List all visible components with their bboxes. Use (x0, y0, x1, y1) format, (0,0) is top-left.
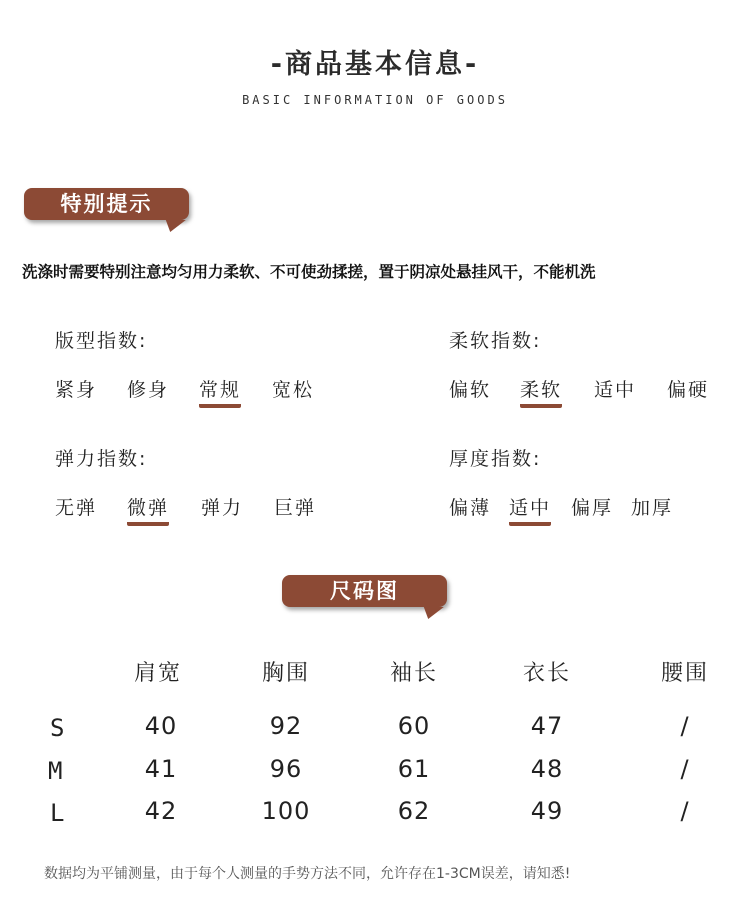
size-cell: 49 (530, 797, 564, 825)
size-cell: 47 (530, 712, 564, 740)
softness-option: 偏硬 (667, 379, 710, 401)
softness-option-selected: 柔软 (520, 375, 562, 408)
size-label: S (50, 714, 65, 742)
size-cell: 48 (530, 755, 564, 783)
size-chart-tag: 尺码图 (282, 575, 447, 607)
size-header-sleeve: 袖长 (389, 661, 438, 686)
thickness-option: 偏厚 (571, 497, 614, 519)
softness-option: 偏软 (449, 379, 492, 401)
softness-option: 适中 (594, 379, 637, 401)
thickness-option: 加厚 (631, 497, 674, 519)
size-header-length: 衣长 (522, 661, 571, 686)
size-cell: / (680, 712, 690, 740)
size-cell: 100 (261, 797, 311, 825)
elasticity-option: 无弹 (55, 497, 98, 519)
size-cell: 92 (269, 712, 303, 740)
size-cell: 60 (397, 712, 431, 740)
fit-index-title: 版型指数: (55, 330, 148, 352)
special-notice-tag: 特别提示 (24, 188, 189, 220)
size-cell: 40 (144, 712, 178, 740)
page-subtitle: BASIC INFORMATION OF GOODS (242, 93, 508, 107)
size-cell: / (680, 755, 690, 783)
size-header-chest: 胸围 (261, 661, 310, 686)
elasticity-index-title: 弹力指数: (55, 448, 148, 470)
page-title: -商品基本信息- (270, 49, 480, 80)
fit-option: 紧身 (55, 379, 98, 401)
thickness-index-title: 厚度指数: (449, 448, 542, 470)
thickness-option-selected: 适中 (509, 493, 551, 526)
size-cell: 62 (397, 797, 431, 825)
size-cell: 61 (397, 755, 431, 783)
elasticity-option: 弹力 (201, 497, 244, 519)
fit-option-selected: 常规 (199, 375, 241, 408)
size-cell: 96 (269, 755, 303, 783)
size-label: M (48, 757, 63, 785)
size-cell: 41 (144, 755, 178, 783)
size-label: L (50, 799, 65, 827)
elasticity-option-selected: 微弹 (127, 493, 169, 526)
size-cell: 42 (144, 797, 178, 825)
thickness-option: 偏薄 (449, 497, 492, 519)
softness-index-title: 柔软指数: (449, 330, 542, 352)
size-cell: / (680, 797, 690, 825)
size-header-shoulder: 肩宽 (133, 661, 182, 686)
size-header-waist: 腰围 (660, 661, 709, 686)
special-notice-text: 洗涤时需要特别注意均匀用力柔软、不可使劲揉搓，置于阴凉处悬挂风干，不能机洗 (22, 263, 596, 281)
elasticity-option: 巨弹 (274, 497, 317, 519)
fit-option: 修身 (127, 379, 170, 401)
measurement-footnote: 数据均为平铺测量，由于每个人测量的手势方法不同，允许存在1-3CM误差，请知悉! (44, 866, 571, 882)
fit-option: 宽松 (272, 379, 315, 401)
